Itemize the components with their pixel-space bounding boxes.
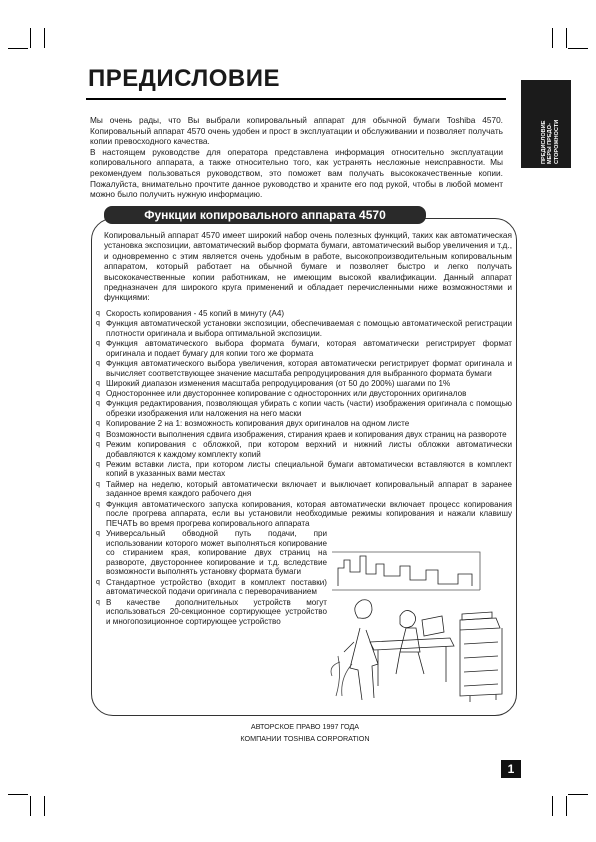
bullet-icon: q (96, 310, 100, 317)
side-tab-line: МЕРЫ ПРЕДО- (547, 123, 554, 164)
crop-mark (566, 796, 567, 816)
copyright-line: КОМПАНИИ TOSHIBA CORPORATION (240, 733, 370, 743)
intro-text (90, 115, 503, 200)
crop-mark (44, 28, 45, 48)
feature-item (96, 529, 327, 577)
feature-text: Возможности выполнения сдвига изображения, стирания краев и копирования двух страниц на развороте (106, 429, 507, 439)
feature-text: Функция автоматической установки экспозиции, обеспечиваемая с помощью автоматической регистрации плотности оригинала и выбора оптимальной экспозиции. (106, 319, 512, 338)
feature-text: Режим вставки листа, при котором листы специальной бумаги автоматически вставляются в комплект копий в указанных вами местах (106, 459, 512, 479)
feature-text: Широкий диапазон изменения масштаба репродуцирования (от 50 до 200%) шагами по 1% (106, 378, 451, 388)
crop-mark (30, 28, 31, 48)
bullet-icon: q (96, 500, 100, 508)
bullet-icon: q (96, 460, 100, 468)
feature-text: Скорость копирования - 45 копий в минуту (А4) (106, 309, 285, 318)
feature-item (96, 399, 512, 418)
title-rule (86, 98, 506, 100)
plants (331, 656, 352, 696)
feature-text: Таймер на неделю, который автоматически включает и выключает копировальный аппарат в заранее заданное время каждого рабочего дня (106, 479, 512, 499)
person-standing (344, 600, 378, 700)
crop-mark (552, 796, 553, 816)
feature-item (96, 379, 512, 389)
crop-mark (568, 794, 588, 795)
bullet-icon: q (96, 400, 100, 408)
bullet-icon: q (96, 480, 100, 488)
feature-text: Одностороннее или двустороннее копирование с односторонних или двусторонних оригиналов (106, 389, 467, 399)
feature-item (96, 339, 512, 358)
feature-text: Функция автоматического запуска копирования, которая автоматически включает процесс копирования после прогрева аппарата, если вы установили необходимые режимы копирования и нажали клавишу ПЕЧАТЬ во время прогрева копировального аппарата (106, 499, 512, 528)
crop-mark (30, 796, 31, 816)
page-number: 1 (501, 760, 521, 778)
crop-mark (566, 28, 567, 48)
feature-text: Функция автоматического выбора увеличения, которая автоматически регистрирует формат оригинала и вычисляет соответствующее значение масштаба репродуцирования для выбранного формата бумаги (106, 359, 512, 378)
intro-paragraph: В настоящем руководстве для оператора представлена информация относительно эксплуатации копировального аппарата, а также относительно того, как устранять несложные неисправности. Мы рекомендуем пользоваться руководством, это поможет вам получать высококачественные копии. Пожалуйста, внимательно прочтите данное руководство и храните его под рукой, чтобы в любой момент можно было получить нужную информацию. (90, 146, 503, 200)
feature-item (96, 460, 512, 479)
feature-text: Копирование 2 на 1: возможность копирования двух оригиналов на одном листе (106, 419, 410, 429)
side-tab[interactable] (521, 80, 571, 168)
side-tab-line: СТОРОЖНОСТИ (553, 119, 560, 164)
city-skyline (338, 556, 472, 586)
person-seated (396, 610, 424, 674)
page-title: ПРЕДИСЛОВИЕ (88, 65, 280, 92)
feature-item (96, 359, 512, 378)
feature-text: Функция редактирования, позволяющая убирать с копии часть (части) изображения оригинала с помощью обрезки изображения или наложения на него маски (106, 399, 512, 419)
crop-mark (552, 28, 553, 48)
bullet-icon: q (96, 430, 100, 438)
crop-mark (568, 48, 588, 49)
feature-text: Универсальный обводной путь подачи, при использовании которого может выполняться копирование со стиранием края, копирование двух страниц на развороте, двустороннее копирование и т.д. вследствие возможности выполнять установку формата бумаги (106, 529, 327, 577)
copier-machine (460, 618, 502, 702)
side-tab-label (541, 84, 560, 164)
intro-paragraph: Мы очень рады, что Вы выбрали копировальный аппарат для обычной бумаги Toshiba 4570. Копировальный аппарат 4570 очень удобен и прост в эксплуатации и обслуживании и позволяет получать копии превосходного качества. (90, 115, 503, 147)
bullet-icon: q (96, 440, 100, 448)
section-title: Функции копировального аппарата 4570 (104, 206, 426, 224)
feature-item (96, 440, 512, 459)
crop-mark (8, 794, 28, 795)
feature-text: Стандартное устройство (входит в комплект поставки) автоматической подачи оригинала с переворачиванием (106, 577, 327, 597)
feature-text: В качестве дополнительных устройств могут использоваться 20-секционное сортирующее устройство и многопозиционное сортирующее устройство (106, 597, 327, 626)
feature-text: Режим копирования с обложкой, при котором верхний и нижний листы обложки автоматически добавляются к каждому комплекту копий (106, 439, 512, 459)
crop-mark (44, 796, 45, 816)
bullet-icon: q (96, 360, 100, 368)
feature-item (96, 598, 327, 627)
feature-item (96, 319, 512, 338)
feature-item (96, 500, 512, 529)
features-intro: Копировальный аппарат 4570 имеет широкий набор очень полезных функций, таких как автоматическая установка экспозиции, автоматический выбор формата бумаги, автоматический выбор увеличения и т.д., и одновременно с этим является очень удобным в работе, высокопроизводительным копировальным аппаратом, который работает на обычной бумаге и позволяет быстро и легко получать высококачественные копии работникам, не имеющим высокой квалификации. Данный аппарат предназначен для широкого круга применений и обладает перечисленными ниже возможностями и функциями: (104, 230, 512, 303)
feature-item (96, 578, 327, 597)
bullet-icon: q (96, 340, 100, 348)
bullet-icon: q (96, 390, 100, 398)
feature-item (96, 480, 512, 499)
bullet-icon: q (96, 320, 100, 328)
copyright-line: АВТОРСКОЕ ПРАВО 1997 ГОДА (250, 722, 360, 731)
feature-item (96, 389, 512, 399)
bullet-icon: q (96, 530, 100, 537)
feature-item (96, 309, 512, 319)
desk (370, 638, 454, 686)
office-illustration (330, 546, 508, 708)
feature-item (96, 419, 512, 429)
feature-item (96, 430, 512, 440)
monitor (422, 616, 444, 636)
feature-text: Функция автоматического выбора формата бумаги, которая автоматически регистрирует формат оригинала и подает бумагу для копии того же формата (106, 339, 512, 358)
crop-mark (8, 48, 28, 49)
side-tab-line: ПРЕДИСЛОВИЕ (541, 120, 547, 164)
bullet-icon: q (96, 379, 100, 387)
bullet-icon: q (96, 578, 100, 586)
bullet-icon: q (96, 420, 100, 428)
copyright (200, 721, 410, 745)
bullet-icon: q (96, 598, 100, 606)
